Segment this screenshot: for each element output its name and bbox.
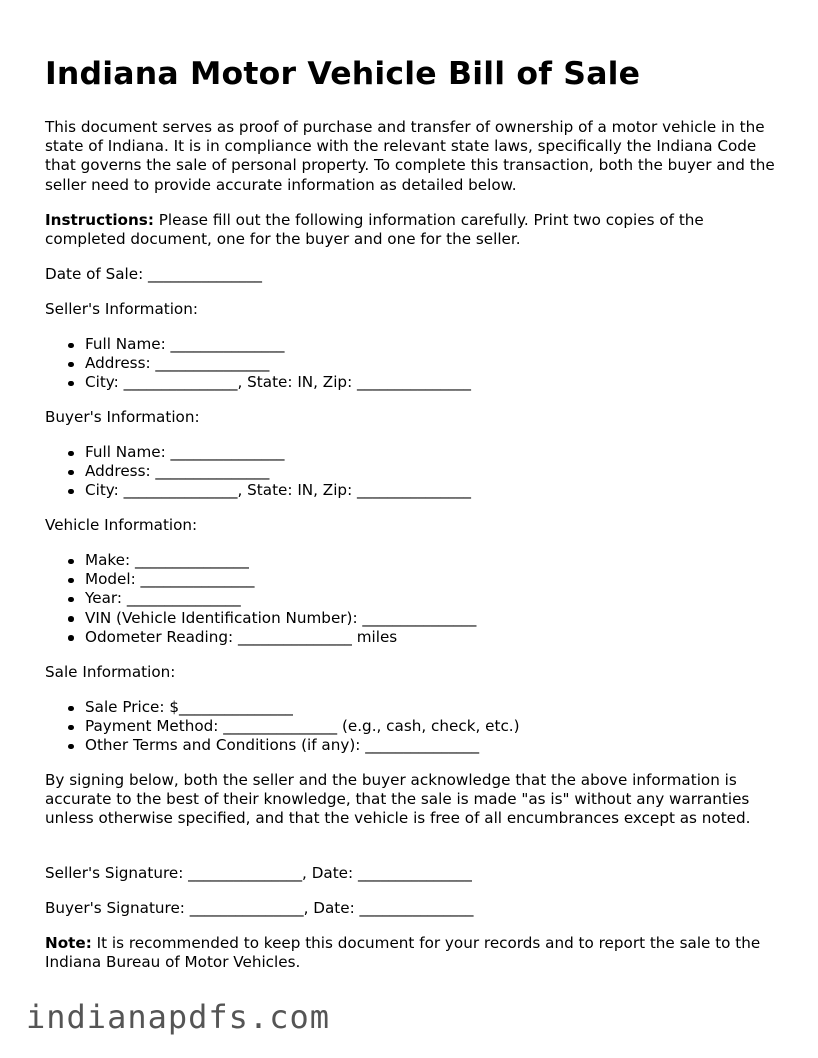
- instructions-label: Instructions:: [45, 211, 154, 229]
- payment-method-field: Payment Method: _______________ (e.g., cash, check, etc.): [45, 717, 520, 736]
- sale-info-heading: Sale Information:: [45, 663, 176, 681]
- buyer-signature-line: Buyer's Signature: _______________, Date: _______________: [45, 899, 474, 917]
- vehicle-year-field: Year: _______________: [45, 589, 476, 608]
- buyer-full-name-field: Full Name: _______________: [45, 443, 471, 462]
- vehicle-info-list: [45, 551, 476, 647]
- acknowledgment-paragraph: By signing below, both the seller and the buyer acknowledge that the above information is accurate to the best of their knowledge, that the sale is made "as is" without any warranties unless otherwise specified, and that the vehicle is free of all encumbrances except as noted.: [45, 771, 751, 828]
- vehicle-info-heading: Vehicle Information:: [45, 516, 198, 534]
- vehicle-vin-field: VIN (Vehicle Identification Number): _______________: [45, 609, 476, 628]
- buyer-info-list: [45, 443, 471, 501]
- seller-city-state-zip-field: City: _______________, State: IN, Zip: _______________: [45, 373, 471, 392]
- document-title: Indiana Motor Vehicle Bill of Sale: [45, 56, 641, 92]
- other-terms-field: Other Terms and Conditions (if any): _______________: [45, 736, 520, 755]
- date-of-sale-field: Date of Sale: _______________: [45, 265, 262, 283]
- seller-signature-line: Seller's Signature: _______________, Date: _______________: [45, 864, 472, 882]
- sale-info-list: [45, 698, 520, 756]
- buyer-info-heading: Buyer's Information:: [45, 408, 200, 426]
- intro-paragraph: This document serves as proof of purchase and transfer of ownership of a motor vehicle in the state of Indiana. It is in compliance with the relevant state laws, specifically the Indiana Code that governs the sale of personal property. To complete this transaction, both the buyer and the seller need to provide accurate information as detailed below.: [45, 118, 775, 194]
- note-label: Note:: [45, 934, 92, 952]
- seller-full-name-field: Full Name: _______________: [45, 335, 471, 354]
- seller-info-list: [45, 335, 471, 393]
- seller-address-field: Address: _______________: [45, 354, 471, 373]
- instructions-paragraph: [45, 211, 780, 249]
- vehicle-make-field: Make: _______________: [45, 551, 476, 570]
- note-paragraph: [45, 934, 780, 972]
- buyer-city-state-zip-field: City: _______________, State: IN, Zip: _______________: [45, 481, 471, 500]
- site-watermark: indianapdfs.com: [26, 998, 330, 1036]
- vehicle-odometer-field: Odometer Reading: _______________ miles: [45, 628, 476, 647]
- note-text: It is recommended to keep this document for your records and to report the sale to the Indiana Bureau of Motor Vehicles.: [45, 934, 761, 972]
- seller-info-heading: Seller's Information:: [45, 300, 198, 318]
- buyer-address-field: Address: _______________: [45, 462, 471, 481]
- vehicle-model-field: Model: _______________: [45, 570, 476, 589]
- instructions-text: Please fill out the following information carefully. Print two copies of the completed document, one for the buyer and one for the seller.: [45, 211, 704, 249]
- sale-price-field: Sale Price: $_______________: [45, 698, 520, 717]
